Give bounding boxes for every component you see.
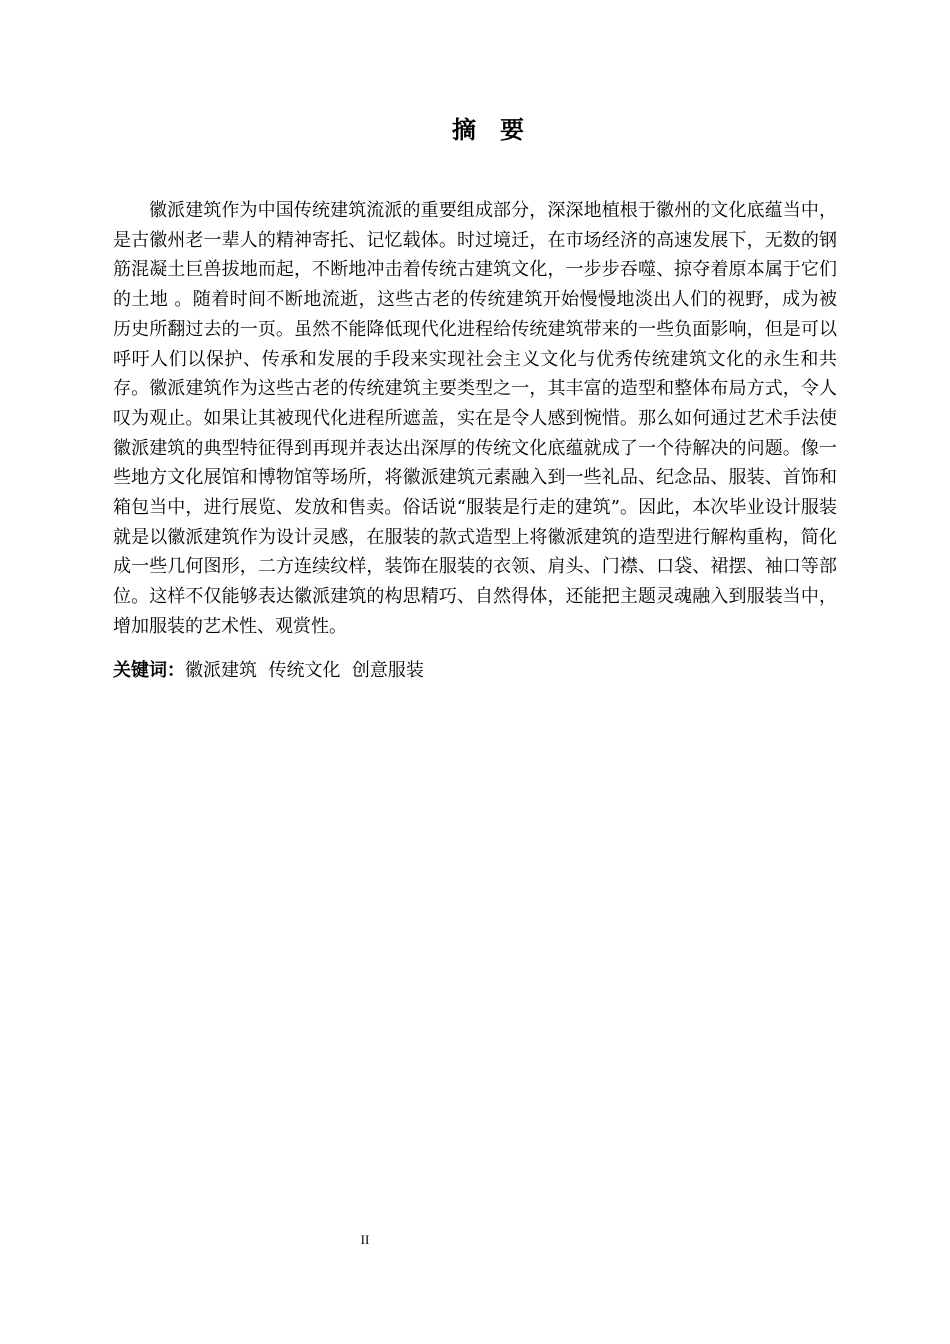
keywords-label: 关键词： (113, 660, 185, 681)
abstract-title: 摘要 (452, 116, 548, 144)
page-number: II (360, 1232, 370, 1247)
keywords-line (113, 657, 837, 685)
keywords-text: 徽派建筑 传统文化 创意服装 (185, 660, 424, 681)
abstract-body: 徽派建筑作为中国传统建筑流派的重要组成部分，深深地植根于徽州的文化底蕴当中，是古徽州老一辈人的精神寄托、记忆载体。时过境迁，在市场经济的高速发展下，无数的钢筋混凝土巨兽拔地而起，不断地冲击着传统古建筑文化，一步步吞噬、掠夺着原本属于它们的土地 。随着时间不断地流逝，这些古老的传统建筑开始慢慢地淡出人们的视野，成为被历史所翻过去的一页。虽然不能降低现代化进程给传统建筑带来的一些负面影响，但是可以呼吁人们以保护、传承和发展的手段来实现社会主义文化与优秀传统建筑文化的永生和共存。徽派建筑作为这些古老的传统建筑主要类型之一，其丰富的造型和整体布局方式，令人叹为观止。如果让其被现代化进程所遮盖，实在是令人感到惋惜。那么如何通过艺术手法使徽派建筑的典型特征得到再现并表达出深厚的传统文化底蕴就成了一个待解决的问题。像一些地方文化展馆和博物馆等场所，将徽派建筑元素融入到一些礼品、纪念品、服装、首饰和箱包当中，进行展览、发放和售卖。俗话说“服装是行走的建筑”。因此，本次毕业设计服装就是以徽派建筑作为设计灵感，在服装的款式造型上将徽派建筑的造型进行解构重构，简化成一些几何图形，二方连续纹样，装饰在服装的衣领、肩头、门襟、口袋、裙摆、袖口等部位。这样不仅能够表达徽派建筑的构思精巧、自然得体，还能把主题灵魂融入到服装当中，增加服装的艺术性、观赏性。 (113, 200, 837, 637)
